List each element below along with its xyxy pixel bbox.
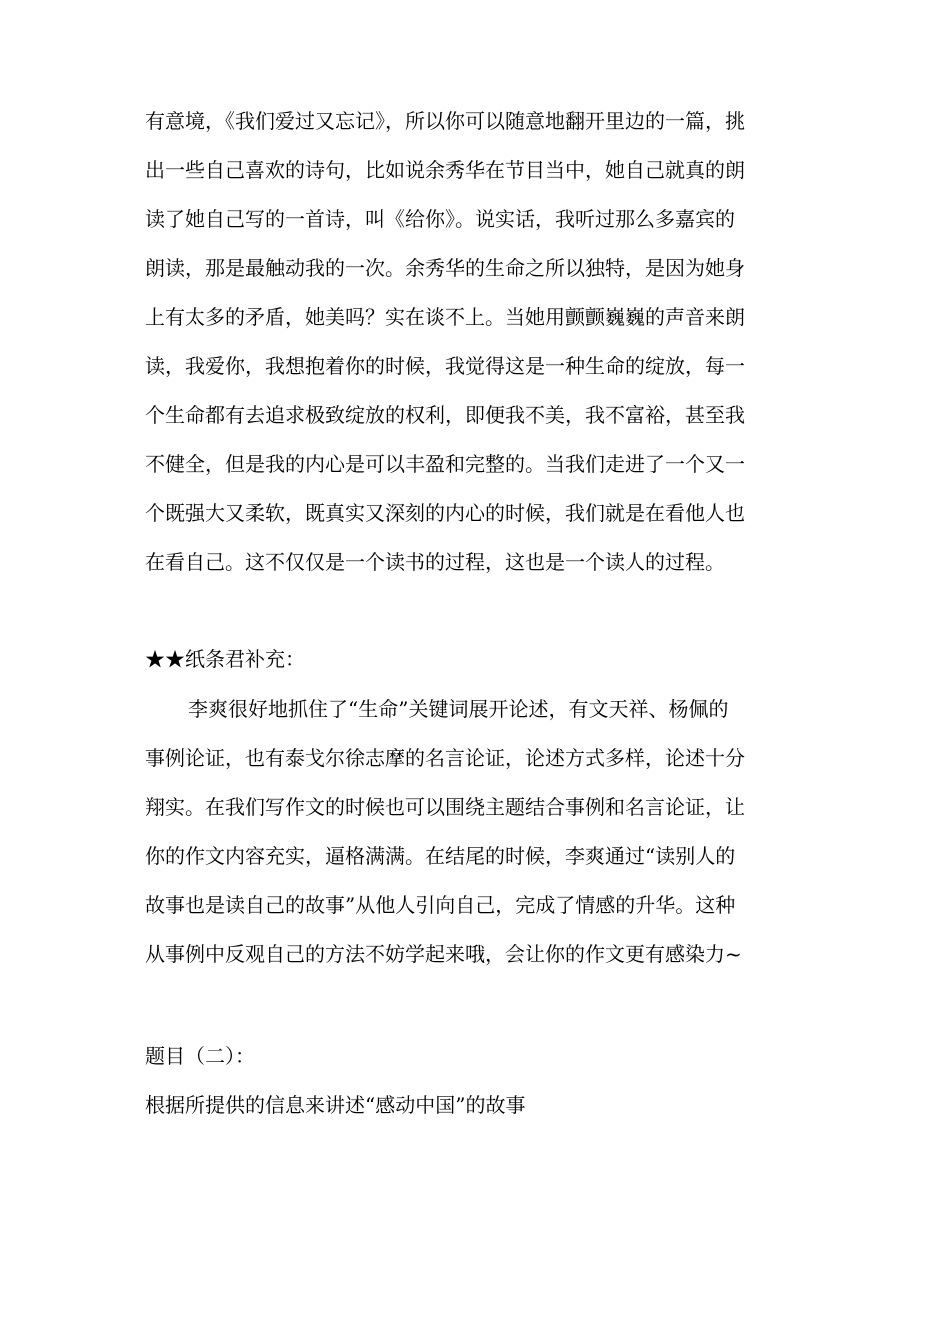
paragraph-line: 读了她自己写的一首诗，叫《给你》。说实话，我听过那么多嘉宾的 [145, 207, 735, 231]
supplement-heading: ★★纸条君补充： [145, 647, 305, 671]
paragraph-line: 朗读，那是最触动我的一次。余秀华的生命之所以独特，是因为她身 [145, 256, 745, 280]
paragraph-line: 个既强大又柔软，既真实又深刻的内心的时候，我们就是在看他人也 [145, 501, 745, 525]
paragraph-line: 个生命都有去追求极致绽放的权利，即便我不美，我不富裕，甚至我 [145, 403, 745, 427]
paragraph-line: 在看自己。这不仅仅是一个读书的过程，这也是一个读人的过程。 [145, 550, 725, 574]
topic-text: 根据所提供的信息来讲述“感动中国”的故事 [145, 1093, 526, 1117]
supplement-line: 从事例中反观自己的方法不妨学起来哦，会让你的作文更有感染力~ [145, 942, 742, 966]
paragraph-line: 读，我爱你，我想抱着你的时候，我觉得这是一种生命的绽放，每一 [145, 354, 745, 378]
paragraph-line: 上有太多的矛盾，她美吗？实在谈不上。当她用颤颤巍巍的声音来朗 [145, 305, 745, 329]
paragraph-line: 出一些自己喜欢的诗句，比如说余秀华在节目当中，她自己就真的朗 [145, 158, 745, 182]
topic-heading: 题目（二）： [145, 1044, 255, 1068]
paragraph-line: 不健全，但是我的内心是可以丰盈和完整的。当我们走进了一个又一 [145, 452, 745, 476]
supplement-line: 你的作文内容充实，逼格满满。在结尾的时候，李爽通过“读别人的 [145, 844, 736, 868]
supplement-line: 李爽很好地抓住了“生命”关键词展开论述，有文天祥、杨佩的 [188, 697, 729, 721]
supplement-line: 翔实。在我们写作文的时候也可以围绕主题结合事例和名言论证，让 [145, 795, 745, 819]
paragraph-line: 有意境，《我们爱过又忘记》，所以你可以随意地翻开里边的一篇，挑 [145, 109, 745, 133]
supplement-line: 故事也是读自己的故事”从他人引向自己，完成了情感的升华。这种 [145, 893, 736, 917]
supplement-line: 事例论证，也有泰戈尔徐志摩的名言论证，论述方式多样，论述十分 [145, 746, 745, 770]
